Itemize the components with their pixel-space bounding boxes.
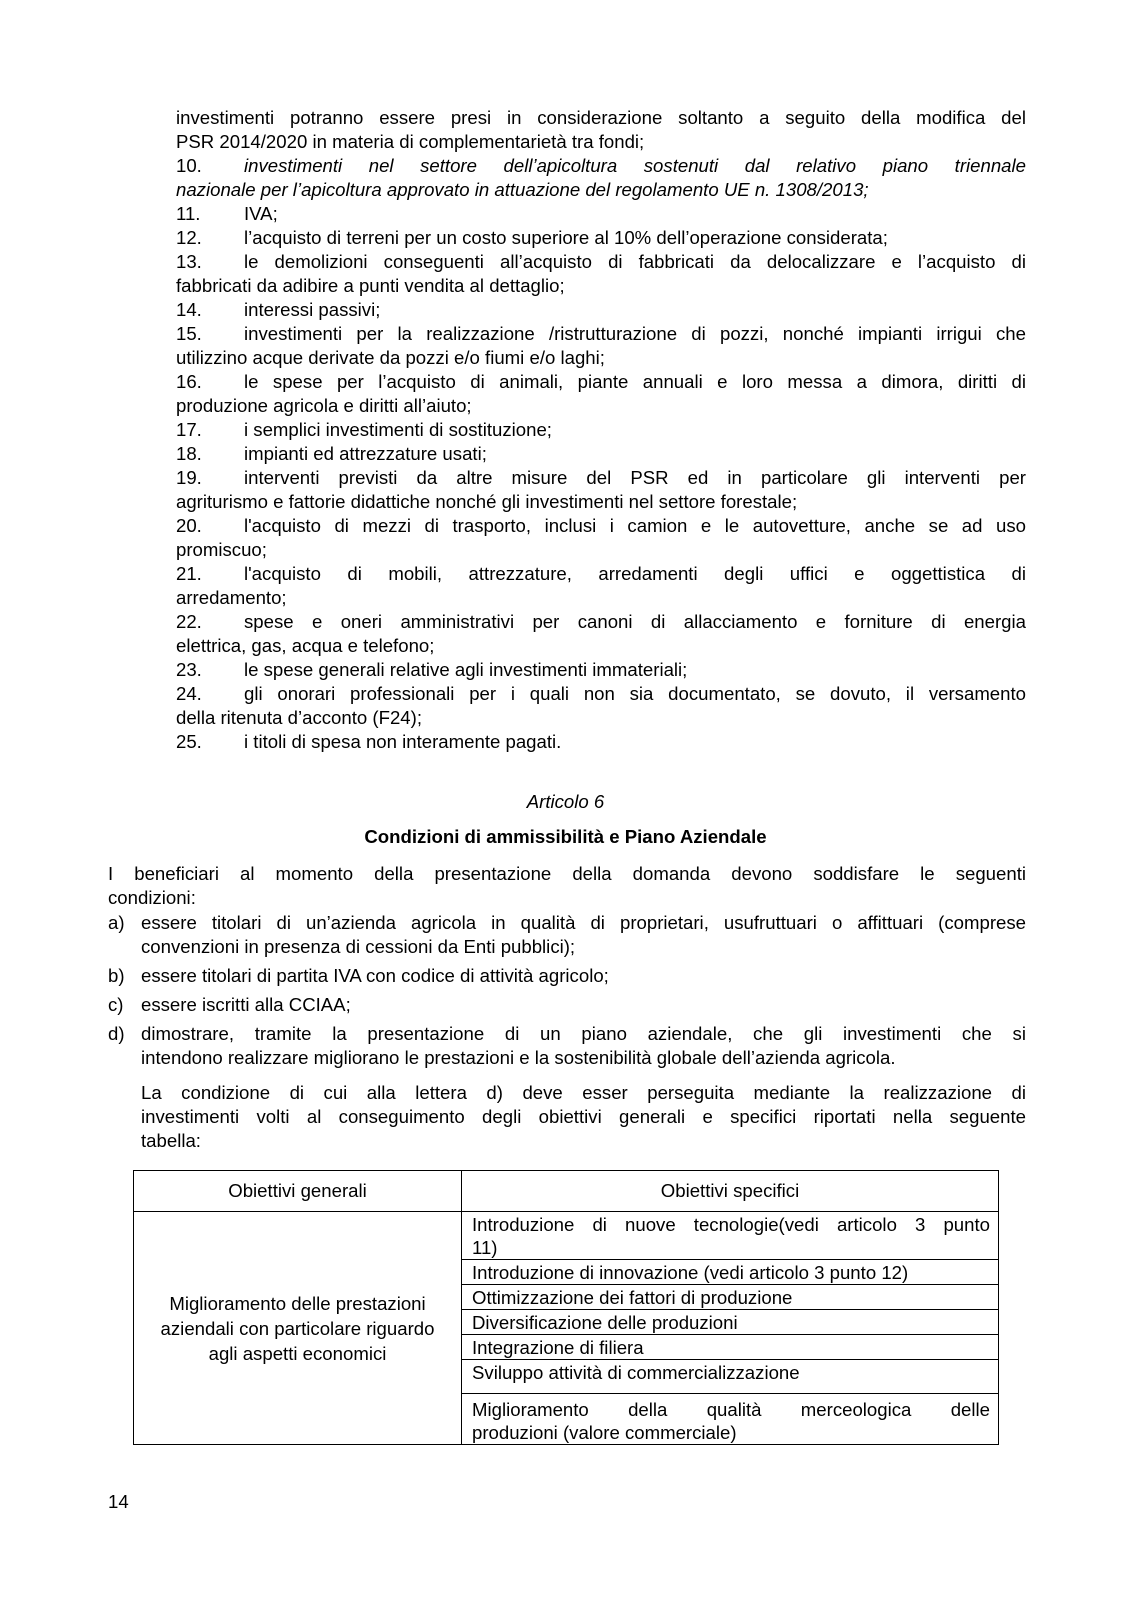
item-number: 24.: [176, 683, 202, 704]
general-objective-cell: [134, 1212, 462, 1445]
condition-item: [108, 993, 1026, 1017]
condition-text: convenzioni in presenza di cessioni da Enti pubblici);: [141, 936, 576, 957]
list-item: [176, 514, 1026, 562]
list-item: [176, 442, 1026, 466]
specific-objective-text: Diversificazione delle produzioni: [472, 1312, 738, 1333]
item-text: interventi previsti da altre misure del PSR ed in particolare gli interventi per: [244, 467, 1026, 488]
item-number: 25.: [176, 731, 202, 752]
condition-item: [108, 911, 1026, 959]
condition-item: [108, 1022, 1026, 1070]
condition-note: [141, 1081, 1026, 1153]
item-number: 14.: [176, 299, 202, 320]
item-text: produzione agricola e diritti all’aiuto;: [176, 395, 472, 416]
header-general-objectives: Obiettivi generali: [134, 1171, 462, 1212]
list-continuation-line: investimenti potranno essere presi in considerazione soltanto a seguito della modifica del: [176, 107, 1026, 128]
list-item: [176, 154, 1026, 202]
specific-objective-text: Miglioramento della qualità merceologica delle: [472, 1399, 990, 1420]
condition-text: dimostrare, tramite la presentazione di un piano aziendale, che gli investimenti che si: [141, 1023, 1026, 1044]
note-line: investimenti volti al conseguimento degli obiettivi generali e specifici riportati nella seguente: [141, 1106, 1026, 1127]
specific-objective-cell: [462, 1310, 999, 1335]
note-line: La condizione di cui alla lettera d) deve esser perseguita mediante la realizzazione di: [141, 1082, 1026, 1103]
condition-label: d): [108, 1023, 125, 1044]
item-text: impianti ed attrezzature usati;: [244, 443, 487, 464]
note-line: tabella:: [141, 1130, 201, 1151]
item-text: arredamento;: [176, 587, 287, 608]
item-number: 23.: [176, 659, 202, 680]
item-text: spese e oneri amministrativi per canoni di allacciamento e forniture di energia: [244, 611, 1026, 632]
header-specific-objectives: Obiettivi specifici: [462, 1171, 999, 1212]
specific-objective-cell: [462, 1212, 999, 1260]
specific-objective-cell: [462, 1394, 999, 1445]
item-number: 16.: [176, 371, 202, 392]
item-number: 10.: [176, 155, 202, 176]
condition-text: essere titolari di un’azienda agricola in qualità di proprietari, usufruttuari o affittuari (comprese: [141, 912, 1026, 933]
specific-objective-text: Integrazione di filiera: [472, 1337, 644, 1358]
list-item: [176, 298, 1026, 322]
table-row: [134, 1212, 999, 1260]
item-text: fabbricati da adibire a punti vendita al dettaglio;: [176, 275, 565, 296]
list-item: [176, 610, 1026, 658]
item-text: l'acquisto di mobili, attrezzature, arredamenti degli uffici e oggettistica di: [244, 563, 1026, 584]
intro-line: condizioni:: [108, 887, 196, 908]
article-title: Condizioni di ammissibilità e Piano Aziendale: [364, 826, 767, 847]
item-text: le demolizioni conseguenti all’acquisto di fabbricati da delocalizzare e l’acquisto di: [244, 251, 1026, 272]
list-item: [176, 466, 1026, 514]
article-number: Articolo 6: [526, 791, 605, 812]
item-text: IVA;: [244, 203, 278, 224]
specific-objective-text: Introduzione di nuove tecnologie(vedi articolo 3 punto: [472, 1214, 990, 1235]
item-number: 11.: [176, 203, 201, 224]
specific-objective-text: produzioni (valore commerciale): [472, 1422, 737, 1443]
specific-objective-text: 11): [472, 1237, 498, 1258]
specific-objective-cell: [462, 1260, 999, 1285]
specific-objective-text: Introduzione di innovazione (vedi articolo 3 punto 12): [472, 1262, 909, 1283]
list-item: [176, 730, 1026, 754]
list-item: [176, 562, 1026, 610]
table-header-row: [134, 1171, 999, 1212]
specific-objective-text: Sviluppo attività di commercializzazione: [472, 1362, 800, 1383]
item-text: nazionale per l’apicoltura approvato in attuazione del regolamento UE n. 1308/2013;: [176, 179, 869, 200]
list-item: [176, 322, 1026, 370]
specific-objective-cell: [462, 1285, 999, 1310]
item-text: utilizzino acque derivate da pozzi e/o fiumi e/o laghi;: [176, 347, 605, 368]
item-number: 19.: [176, 467, 202, 488]
item-number: 13.: [176, 251, 202, 272]
item-text: le spese per l’acquisto di animali, piante annuali e loro messa a dimora, diritti di: [244, 371, 1026, 392]
page-number: 14: [108, 1491, 129, 1512]
objectives-table: [133, 1170, 999, 1445]
item-number: 17.: [176, 419, 202, 440]
general-objective-line: agli aspetti economici: [208, 1342, 387, 1364]
item-number: 12.: [176, 227, 202, 248]
condition-text: essere iscritti alla CCIAA;: [141, 994, 351, 1015]
condition-label: a): [108, 912, 125, 933]
item-text: interessi passivi;: [244, 299, 381, 320]
list-item: [176, 226, 1026, 250]
item-number: 18.: [176, 443, 202, 464]
item-text: i semplici investimenti di sostituzione;: [244, 419, 552, 440]
specific-objective-cell: [462, 1360, 999, 1394]
item-text: elettrica, gas, acqua e telefono;: [176, 635, 435, 656]
item-number: 20.: [176, 515, 202, 536]
intro-line: I beneficiari al momento della presentazione della domanda devono soddisfare le seguenti: [108, 863, 1026, 884]
ineligible-expenses-list: [176, 106, 1026, 754]
item-text: agriturismo e fattorie didattiche nonché gli investimenti nel settore forestale;: [176, 491, 798, 512]
item-text: le spese generali relative agli investimenti immateriali;: [244, 659, 688, 680]
item-number: 21.: [176, 563, 202, 584]
item-text: investimenti nel settore dell’apicoltura sostenuti dal relativo piano triennale: [244, 155, 1026, 176]
list-item: [176, 658, 1026, 682]
general-objective-line: aziendali con particolare riguardo: [160, 1317, 435, 1339]
item-text: investimenti per la realizzazione /ristrutturazione di pozzi, nonché impianti irrigui che: [244, 323, 1026, 344]
item-text: della ritenuta d’acconto (F24);: [176, 707, 422, 728]
item-text: l'acquisto di mezzi di trasporto, inclusi i camion e le autovetture, anche se ad uso: [244, 515, 1026, 536]
list-continuation-line: PSR 2014/2020 in materia di complementarietà tra fondi;: [176, 131, 645, 152]
list-item: [176, 202, 1026, 226]
condition-text: intendono realizzare migliorano le prestazioni e la sostenibilità globale dell’azienda agricola.: [141, 1047, 896, 1068]
specific-objective-text: Ottimizzazione dei fattori di produzione: [472, 1287, 793, 1308]
condition-label: b): [108, 965, 125, 986]
item-text: gli onorari professionali per i quali non sia documentato, se dovuto, il versamento: [244, 683, 1026, 704]
condition-label: c): [108, 994, 124, 1015]
list-item: [176, 370, 1026, 418]
item-number: 22.: [176, 611, 202, 632]
item-text: l’acquisto di terreni per un costo superiore al 10% dell’operazione considerata;: [244, 227, 888, 248]
general-objective-line: Miglioramento delle prestazioni: [169, 1292, 426, 1314]
list-item: [176, 682, 1026, 730]
item-number: 15.: [176, 323, 202, 344]
item-text: i titoli di spesa non interamente pagati.: [244, 731, 562, 752]
list-item: [176, 418, 1026, 442]
intro-paragraph: [108, 862, 1026, 910]
specific-objective-cell: [462, 1335, 999, 1360]
conditions-list: [108, 911, 1026, 1075]
item-text: promiscuo;: [176, 539, 267, 560]
list-item: [176, 250, 1026, 298]
condition-text: essere titolari di partita IVA con codice di attività agricolo;: [141, 965, 609, 986]
condition-item: [108, 964, 1026, 988]
